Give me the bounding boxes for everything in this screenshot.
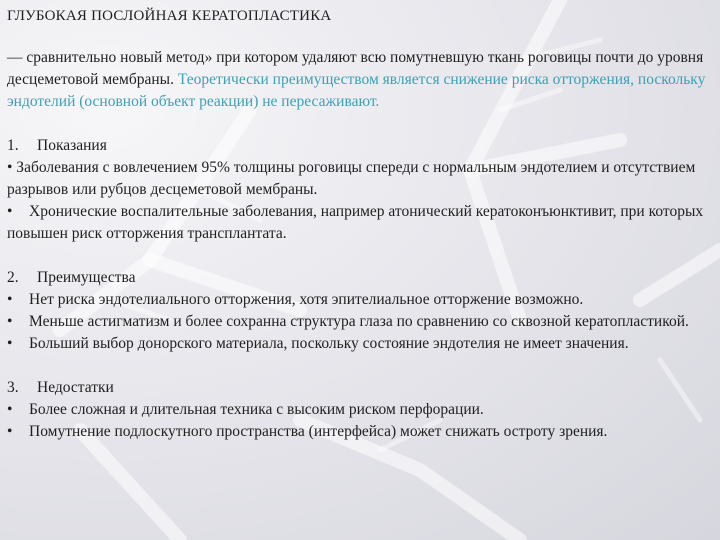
list-item-text: Более сложная и длительная техника с высоким риском перфорации.	[29, 401, 484, 418]
section-number: 1.	[7, 137, 19, 154]
intro-highlight: Теоретически преимуществом является снижение риска отторжения, поскольку эндотелий (основной объект реакции) не пересаживают.	[7, 71, 706, 110]
list-item: • Заболевания с вовлечением 95% толщины роговицы спереди с нормальным эндотелием и отсутствием разрывов или рубцов десцеметовой мембраны.	[7, 159, 696, 198]
bullet-icon: •	[7, 423, 13, 440]
section-heading-indications	[7, 135, 715, 157]
intro-text: — сравнительно новый метод» при котором удаляют всю помутневшую ткань роговицы почти до уровня десцеметовой мембраны.	[7, 49, 704, 88]
list-item-text: Больший выбор донорского материала, поскольку состояние эндотелия не имеет значения.	[29, 335, 629, 352]
slide-content	[7, 8, 715, 443]
list-item	[7, 333, 715, 355]
section-heading-advantages	[7, 267, 715, 289]
intro-paragraph	[7, 47, 715, 113]
section-heading-disadvantages	[7, 377, 715, 399]
bullet-icon: •	[7, 291, 13, 308]
list-item-text: Нет риска эндотелиального отторжения, хотя эпителиальное отторжение возможно.	[29, 291, 584, 308]
bullet-icon: •	[7, 203, 13, 220]
list-item	[7, 201, 715, 245]
list-item	[7, 421, 715, 443]
bullet-icon: •	[7, 313, 13, 330]
section-heading: Недостатки	[37, 379, 114, 396]
bullet-icon: •	[7, 335, 13, 352]
bullet-icon: •	[7, 401, 13, 418]
list-item-text: Меньше астигматизм и более сохранна структура глаза по сравнению со сквозной кератопластикой.	[29, 313, 689, 330]
section-number: 2.	[7, 269, 19, 286]
list-item-text: Помутнение подлоскутного пространства (интерфейса) может снижать остроту зрения.	[29, 423, 608, 440]
section-number: 3.	[7, 379, 19, 396]
list-item	[7, 399, 715, 421]
slide-title: ГЛУБОКАЯ ПОСЛОЙНАЯ КЕРАТОПЛАСТИКА	[7, 8, 332, 24]
list-item	[7, 311, 715, 333]
section-heading: Показания	[37, 137, 107, 154]
section-heading: Преимущества	[37, 269, 136, 286]
list-item-text: Хронические воспалительные заболевания, например атонический кератоконъюнктивит, при которых повышен риск отторжения трансплантата.	[7, 203, 704, 242]
list-item	[7, 289, 715, 311]
